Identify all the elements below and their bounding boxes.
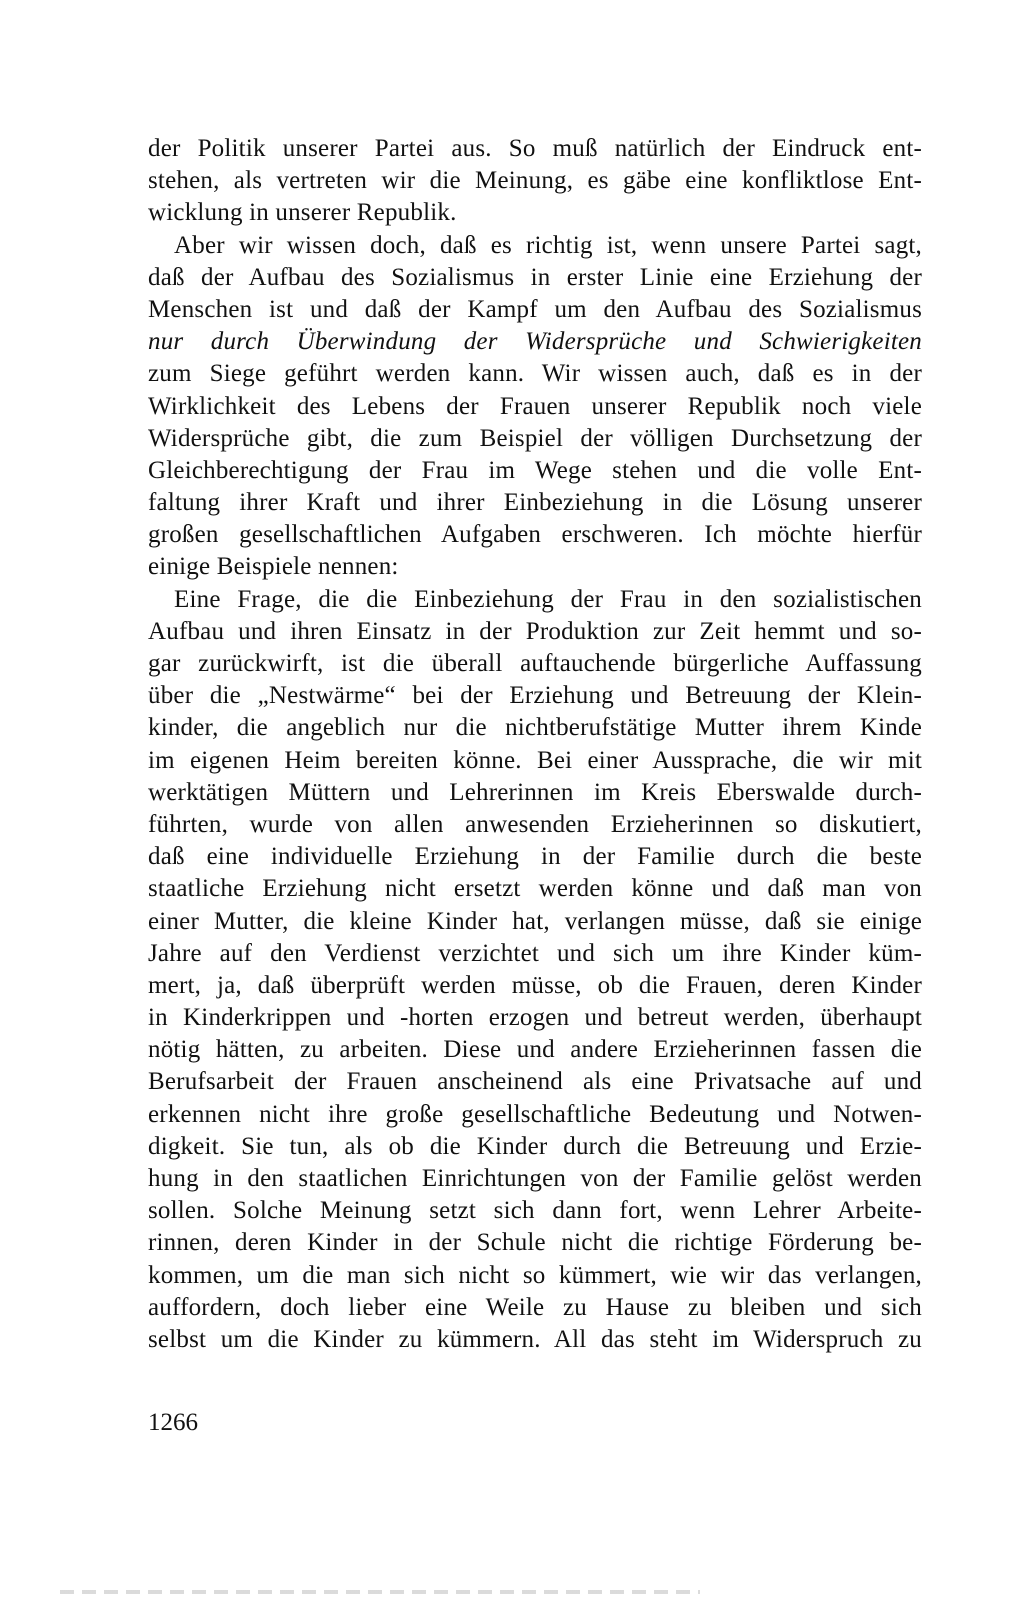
text-line: Menschen ist und daß der Kampf um den Aufbau des Sozialismus (148, 295, 922, 323)
text-line: kinder, die angeblich nur die nichtberufstätige Mutter ihrem Kinde (148, 714, 922, 742)
text-line: im eigenen Heim bereiten könne. Bei einer Aussprache, die wir mit (148, 746, 922, 774)
body-text (148, 133, 922, 1356)
text-line: auffordern, doch lieber eine Weile zu Hause zu bleiben und sich (148, 1293, 922, 1321)
text-line: nötig hätten, zu arbeiten. Diese und andere Erzieherinnen fassen die (148, 1036, 922, 1064)
text-line: Gleichberechtigung der Frau im Wege stehen und die volle Ent- (148, 456, 922, 484)
text-line: großen gesellschaftlichen Aufgaben erschweren. Ich möchte hierfür (148, 521, 922, 549)
text-line: zum Siege geführt werden kann. Wir wissen auch, daß es in der (148, 360, 922, 388)
text-line: Widersprüche gibt, die zum Beispiel der völligen Durchsetzung der (148, 424, 922, 452)
text-line: gar zurückwirft, ist die überall auftauchende bürgerliche Auffassung (148, 650, 922, 677)
text-line: staatliche Erziehung nicht ersetzt werden könne und daß man von (148, 875, 922, 903)
text-line: wicklung in unserer Republik. (148, 199, 457, 227)
text-line: rinnen, deren Kinder in der Schule nicht die richtige Förderung be- (148, 1229, 922, 1257)
text-line: sollen. Solche Meinung setzt sich dann fort, wenn Lehrer Arbeite- (148, 1197, 922, 1225)
text-line: kommen, um die man sich nicht so kümmert, wie wir das verlangen, (148, 1261, 922, 1289)
text-line: werktätigen Müttern und Lehrerinnen im Kreis Eberswalde durch- (148, 778, 922, 806)
text-line: der Politik unserer Partei aus. So muß natürlich der Eindruck ent- (148, 135, 922, 162)
text-line: erkennen nicht ihre große gesellschaftliche Bedeutung und Notwen- (148, 1100, 922, 1128)
text-line: einer Mutter, die kleine Kinder hat, verlangen müsse, daß sie einige (148, 907, 922, 935)
italic-text-line (148, 326, 922, 358)
text-line: stehen, als vertreten wir die Meinung, es gäbe eine konfliktlose Ent- (148, 167, 922, 195)
text-line: Aufbau und ihren Einsatz in der Produktion zur Zeit hemmt und so- (148, 617, 922, 645)
text-line: über die „Nestwärme“ bei der Erziehung und Betreuung der Klein- (148, 682, 922, 710)
text-line: daß der Aufbau des Sozialismus in erster Linie eine Erziehung der (148, 263, 922, 291)
text-line: selbst um die Kinder zu kümmern. All das steht im Widerspruch zu (148, 1325, 922, 1353)
text-line: daß eine individuelle Erziehung in der Familie durch die beste (148, 843, 922, 871)
text-line: Jahre auf den Verdienst verzichtet und sich um ihre Kinder küm- (148, 939, 922, 967)
text-line: in Kinderkrippen und -horten erzogen und betreut werden, überhaupt (148, 1004, 922, 1032)
paragraph-start-line: Aber wir wissen doch, daß es richtig ist, wenn unsere Partei sagt, (174, 231, 922, 259)
paragraph-start-line: Eine Frage, die die Einbeziehung der Frau in den sozialistischen (174, 585, 922, 613)
text-line: mert, ja, daß überprüft werden müsse, ob die Frauen, deren Kinder (148, 971, 922, 999)
scan-edge-artifact (60, 1590, 700, 1594)
text-line: faltung ihrer Kraft und ihrer Einbeziehung in die Lösung unserer (148, 489, 922, 517)
text-line: führten, wurde von allen anwesenden Erzieherinnen so diskutiert, (148, 810, 922, 838)
text-line: digkeit. Sie tun, als ob die Kinder durch die Betreuung und Erzie- (148, 1132, 922, 1160)
text-line: hung in den staatlichen Einrichtungen von der Familie gelöst werden (148, 1165, 922, 1192)
text-line: einige Beispiele nennen: (148, 553, 399, 581)
emphasized-phrase: nur durch Überwindung der Widersprüche und Schwierigkeiten (148, 328, 922, 356)
page-number: 1266 (148, 1409, 198, 1436)
text-line: Berufsarbeit der Frauen anscheinend als eine Privatsache auf und (148, 1068, 922, 1096)
text-line: Wirklichkeit des Lebens der Frauen unserer Republik noch viele (148, 392, 922, 420)
